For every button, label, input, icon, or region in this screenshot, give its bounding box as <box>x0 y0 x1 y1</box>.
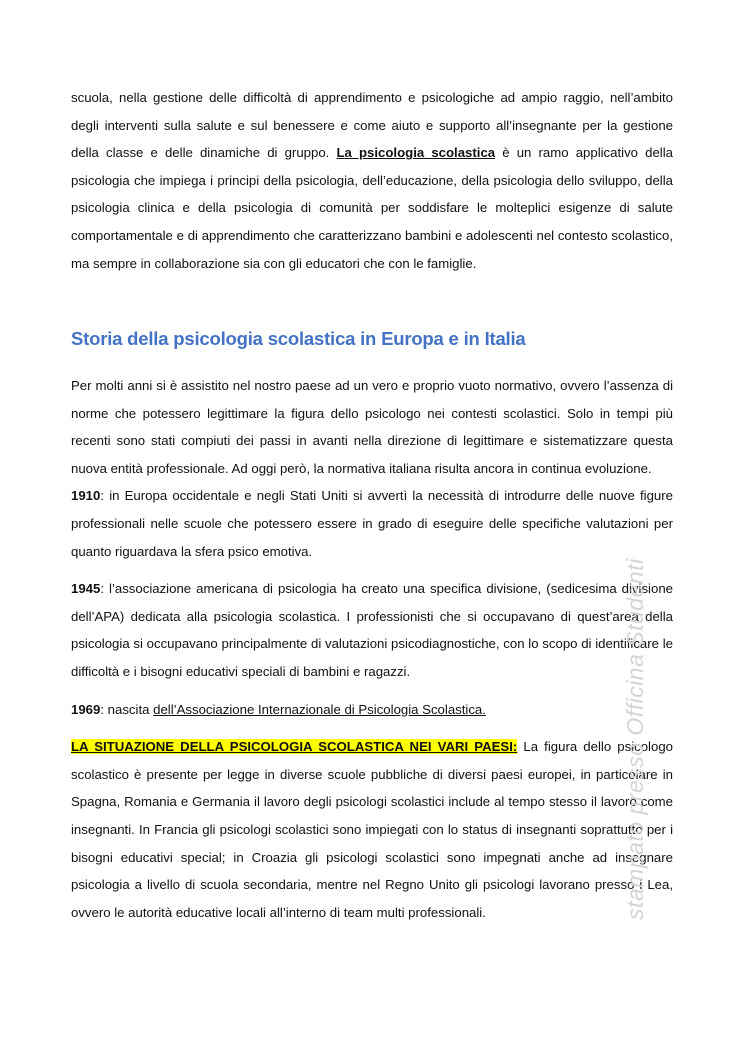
section-heading: Storia della psicologia scolastica in Europa e in Italia <box>71 328 526 349</box>
history-intro: Per molti anni si è assistito nel nostro paese ad un vero e proprio vuoto normativo, ovvero l’assenza di norme che potessero legittimare la figura dello psicologo nei contesti scolastici. Solo in tempi più recenti sono stati compiuti dei passi in avanti nella direzione di legittimare e sistematizzare questa nuova entità professionale. Ad oggi però, la normativa italiana risulta ancora in continua evoluzione. <box>71 378 673 476</box>
intro-paragraph <box>71 84 673 277</box>
year-1969: 1969 <box>71 701 101 717</box>
intro-text-1: scuola, nella gestione delle difficoltà di apprendimento e psicologiche ad ampio raggio, nell’ambito degli interventi sulla salute e sul benessere e come aiuto e supporto all’insegnante per la gestione della classe e delle dinamiche di gruppo. <box>71 90 673 161</box>
year-1910-text: : in Europa occidentale e negli Stati Uniti si avvertì la necessità di introdurre delle nuove figure professionali nelle scuole che potessero essere in grado di eseguire delle specifiche valutazioni per quanto riguardava la sfera psico emotiva. <box>71 488 673 559</box>
intro-text-2: è un ramo applicativo della psicologia che impiega i principi della psicologia, dell’educazione, della psicologia dello sviluppo, della psicologia clinica e della psicologia di comunità per soddisfare le molteplici esigenze di salute comportamentale e di apprendimento che caratterizzano bambini e adolescenti nel contesto scolastico, ma sempre in collaborazione sia con gli educatori che con le famiglie. <box>71 145 674 271</box>
history-section <box>71 372 673 926</box>
year-1945-text: : l’associazione americana di psicologia ha creato una specifica divisione, (sedicesima divisione dell’APA) dedicata alla psicologia scolastica. I professionisti che si occupavano di quest’area della psicologia si occupavano principalmente di valutazioni psicodiagnostiche, con lo scopo di identificare le difficoltà e i bisogni educativi speciali di bambini e ragazzi. <box>71 581 673 679</box>
year-1910: 1910 <box>71 488 101 504</box>
watermark: stampato presso Officina Studenti <box>622 558 648 920</box>
intro-block <box>71 84 673 277</box>
term-psicologia-scolastica: La psicologia scolastica <box>336 145 496 161</box>
countries-paragraph <box>71 733 673 926</box>
paragraph-1969 <box>71 696 673 724</box>
association-link: dell’Associazione Internazionale di Psicologia Scolastica. <box>153 701 486 717</box>
paragraph-1945 <box>71 575 673 685</box>
countries-text: La figura dello psicologo scolastico è presente per legge in diverse scuole pubbliche di diversi paesi europei, in particolare in Spagna, Romania e Germania il lavoro degli psicologi scolastici include al tempo stesso il lavoro come insegnanti. In Francia gli psicologi scolastici sono impiegati con lo status di insegnanti soprattutto per i bisogni educativi special; in Croazia gli psicologi scolastici sono impegnati anche ad insegnare psicologia a livello di scuola secondaria, mentre nel Regno Unito gli psicologi lavorano presso i Lea, ovvero le autorità educative locali all’interno di team multi professionali. <box>71 739 673 920</box>
history-paragraph <box>71 372 673 565</box>
countries-highlight: LA SITUAZIONE DELLA PSICOLOGIA SCOLASTICA NEI VARI PAESI: <box>71 739 518 755</box>
year-1945: 1945 <box>71 581 101 597</box>
year-1969-prefix: : nascita <box>100 701 154 717</box>
